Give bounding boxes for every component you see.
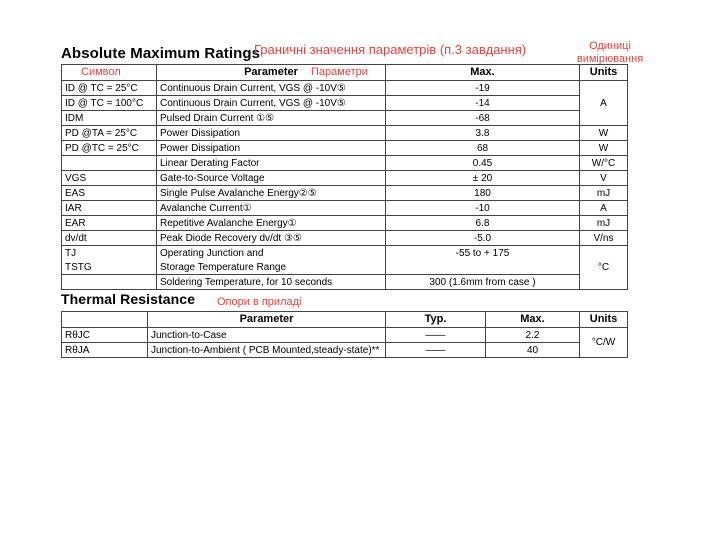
annotation-main: Граничні значення параметрів (п.3 завдання) bbox=[254, 42, 527, 57]
col-typ: Typ. bbox=[386, 312, 486, 328]
annotation-parameters: Параметри bbox=[311, 66, 368, 78]
unit-cell: °C bbox=[580, 260, 628, 275]
table-row bbox=[62, 96, 628, 111]
parameter-cell: Storage Temperature Range bbox=[157, 260, 386, 275]
table-row bbox=[62, 275, 628, 290]
parameter-cell: Repetitive Avalanche Energy① bbox=[157, 216, 386, 231]
max-cell: -10 bbox=[386, 201, 580, 216]
unit-cell bbox=[580, 81, 628, 96]
table-row bbox=[62, 111, 628, 126]
table-row bbox=[62, 260, 628, 275]
max-cell: 300 (1.6mm from case ) bbox=[386, 275, 580, 290]
parameter-cell: Single Pulse Avalanche Energy②⑤ bbox=[157, 186, 386, 201]
unit-cell: W/°C bbox=[580, 156, 628, 171]
symbol-cell: VGS bbox=[62, 171, 157, 186]
symbol-cell: TSTG bbox=[62, 260, 157, 275]
max-cell: 68 bbox=[386, 141, 580, 156]
thermal-title: Thermal Resistance bbox=[61, 291, 196, 307]
max-cell: 6.8 bbox=[386, 216, 580, 231]
parameter-cell: Power Dissipation bbox=[157, 126, 386, 141]
table-row bbox=[62, 156, 628, 171]
abs-max-title: Absolute Maximum Ratings bbox=[61, 45, 261, 62]
max-cell: 2.2 bbox=[486, 328, 580, 343]
annotation-thermal: Опори в приладі bbox=[217, 296, 302, 308]
parameter-cell: Continuous Drain Current, VGS @ -10V⑤ bbox=[157, 96, 386, 111]
parameter-cell: Peak Diode Recovery dv/dt ③⑤ bbox=[157, 231, 386, 246]
table-row bbox=[62, 216, 628, 231]
parameter-cell: Soldering Temperature, for 10 seconds bbox=[157, 275, 386, 290]
table-row bbox=[62, 343, 628, 358]
max-cell: -55 to + 175 bbox=[386, 246, 580, 261]
annotation-units: Одиниці вимірювання bbox=[576, 40, 644, 65]
table-row bbox=[62, 201, 628, 216]
symbol-cell bbox=[62, 156, 157, 171]
unit-cell: A bbox=[580, 201, 628, 216]
max-cell: 3.8 bbox=[386, 126, 580, 141]
table-row bbox=[62, 246, 628, 261]
max-cell bbox=[386, 260, 580, 275]
parameter-cell: Continuous Drain Current, VGS @ -10V⑤ bbox=[157, 81, 386, 96]
unit-cell: W bbox=[580, 141, 628, 156]
parameter-cell: Power Dissipation bbox=[157, 141, 386, 156]
symbol-cell: IAR bbox=[62, 201, 157, 216]
unit-cell: V/ns bbox=[580, 231, 628, 246]
col-max: Max. bbox=[486, 312, 580, 328]
unit-cell bbox=[580, 246, 628, 261]
typ-cell: —— bbox=[386, 328, 486, 343]
annotation-symbol: Символ bbox=[81, 66, 121, 78]
parameter-cell: Junction-to-Ambient ( PCB Mounted,steady-state)** bbox=[148, 343, 386, 358]
symbol-cell: ID @ TC = 100°C bbox=[62, 96, 157, 111]
max-cell: -14 bbox=[386, 96, 580, 111]
symbol-cell: dv/dt bbox=[62, 231, 157, 246]
max-cell: 180 bbox=[386, 186, 580, 201]
unit-cell: °C/W bbox=[580, 328, 628, 358]
symbol-cell: RθJC bbox=[62, 328, 148, 343]
unit-cell bbox=[580, 111, 628, 126]
col-symbol bbox=[62, 65, 157, 81]
parameter-cell: Pulsed Drain Current ①⑤ bbox=[157, 111, 386, 126]
table-row bbox=[62, 126, 628, 141]
table-row bbox=[62, 231, 628, 246]
unit-cell: W bbox=[580, 126, 628, 141]
max-cell: 0.45 bbox=[386, 156, 580, 171]
symbol-cell: RθJA bbox=[62, 343, 148, 358]
symbol-cell bbox=[62, 275, 157, 290]
col-max: Max. bbox=[386, 65, 580, 81]
max-cell: -68 bbox=[386, 111, 580, 126]
unit-cell: mJ bbox=[580, 216, 628, 231]
col-symbol bbox=[62, 312, 148, 328]
thermal-table bbox=[61, 311, 628, 358]
symbol-cell: IDM bbox=[62, 111, 157, 126]
unit-cell: V bbox=[580, 171, 628, 186]
symbol-cell: PD @TC = 25°C bbox=[62, 141, 157, 156]
parameter-cell: Operating Junction and bbox=[157, 246, 386, 261]
parameter-cell: Gate-to-Source Voltage bbox=[157, 171, 386, 186]
max-cell: -19 bbox=[386, 81, 580, 96]
unit-cell: mJ bbox=[580, 186, 628, 201]
parameter-cell: Junction-to-Case bbox=[148, 328, 386, 343]
unit-cell: A bbox=[580, 96, 628, 111]
symbol-cell: EAR bbox=[62, 216, 157, 231]
symbol-cell: PD @TA = 25°C bbox=[62, 126, 157, 141]
symbol-cell: EAS bbox=[62, 186, 157, 201]
abs-max-table bbox=[61, 64, 628, 290]
parameter-cell: Linear Derating Factor bbox=[157, 156, 386, 171]
symbol-cell: TJ bbox=[62, 246, 157, 261]
table-row bbox=[62, 171, 628, 186]
typ-cell: —— bbox=[386, 343, 486, 358]
table-row bbox=[62, 141, 628, 156]
col-parameter: Parameter bbox=[157, 65, 386, 81]
table-row bbox=[62, 328, 628, 343]
max-cell: -5.0 bbox=[386, 231, 580, 246]
col-parameter: Parameter bbox=[148, 312, 386, 328]
col-units: Units bbox=[580, 65, 628, 81]
table-row bbox=[62, 186, 628, 201]
col-units: Units bbox=[580, 312, 628, 328]
unit-cell bbox=[580, 275, 628, 290]
max-cell: 40 bbox=[486, 343, 580, 358]
table-row bbox=[62, 81, 628, 96]
max-cell: ± 20 bbox=[386, 171, 580, 186]
parameter-cell: Avalanche Current① bbox=[157, 201, 386, 216]
symbol-cell: ID @ TC = 25°C bbox=[62, 81, 157, 96]
